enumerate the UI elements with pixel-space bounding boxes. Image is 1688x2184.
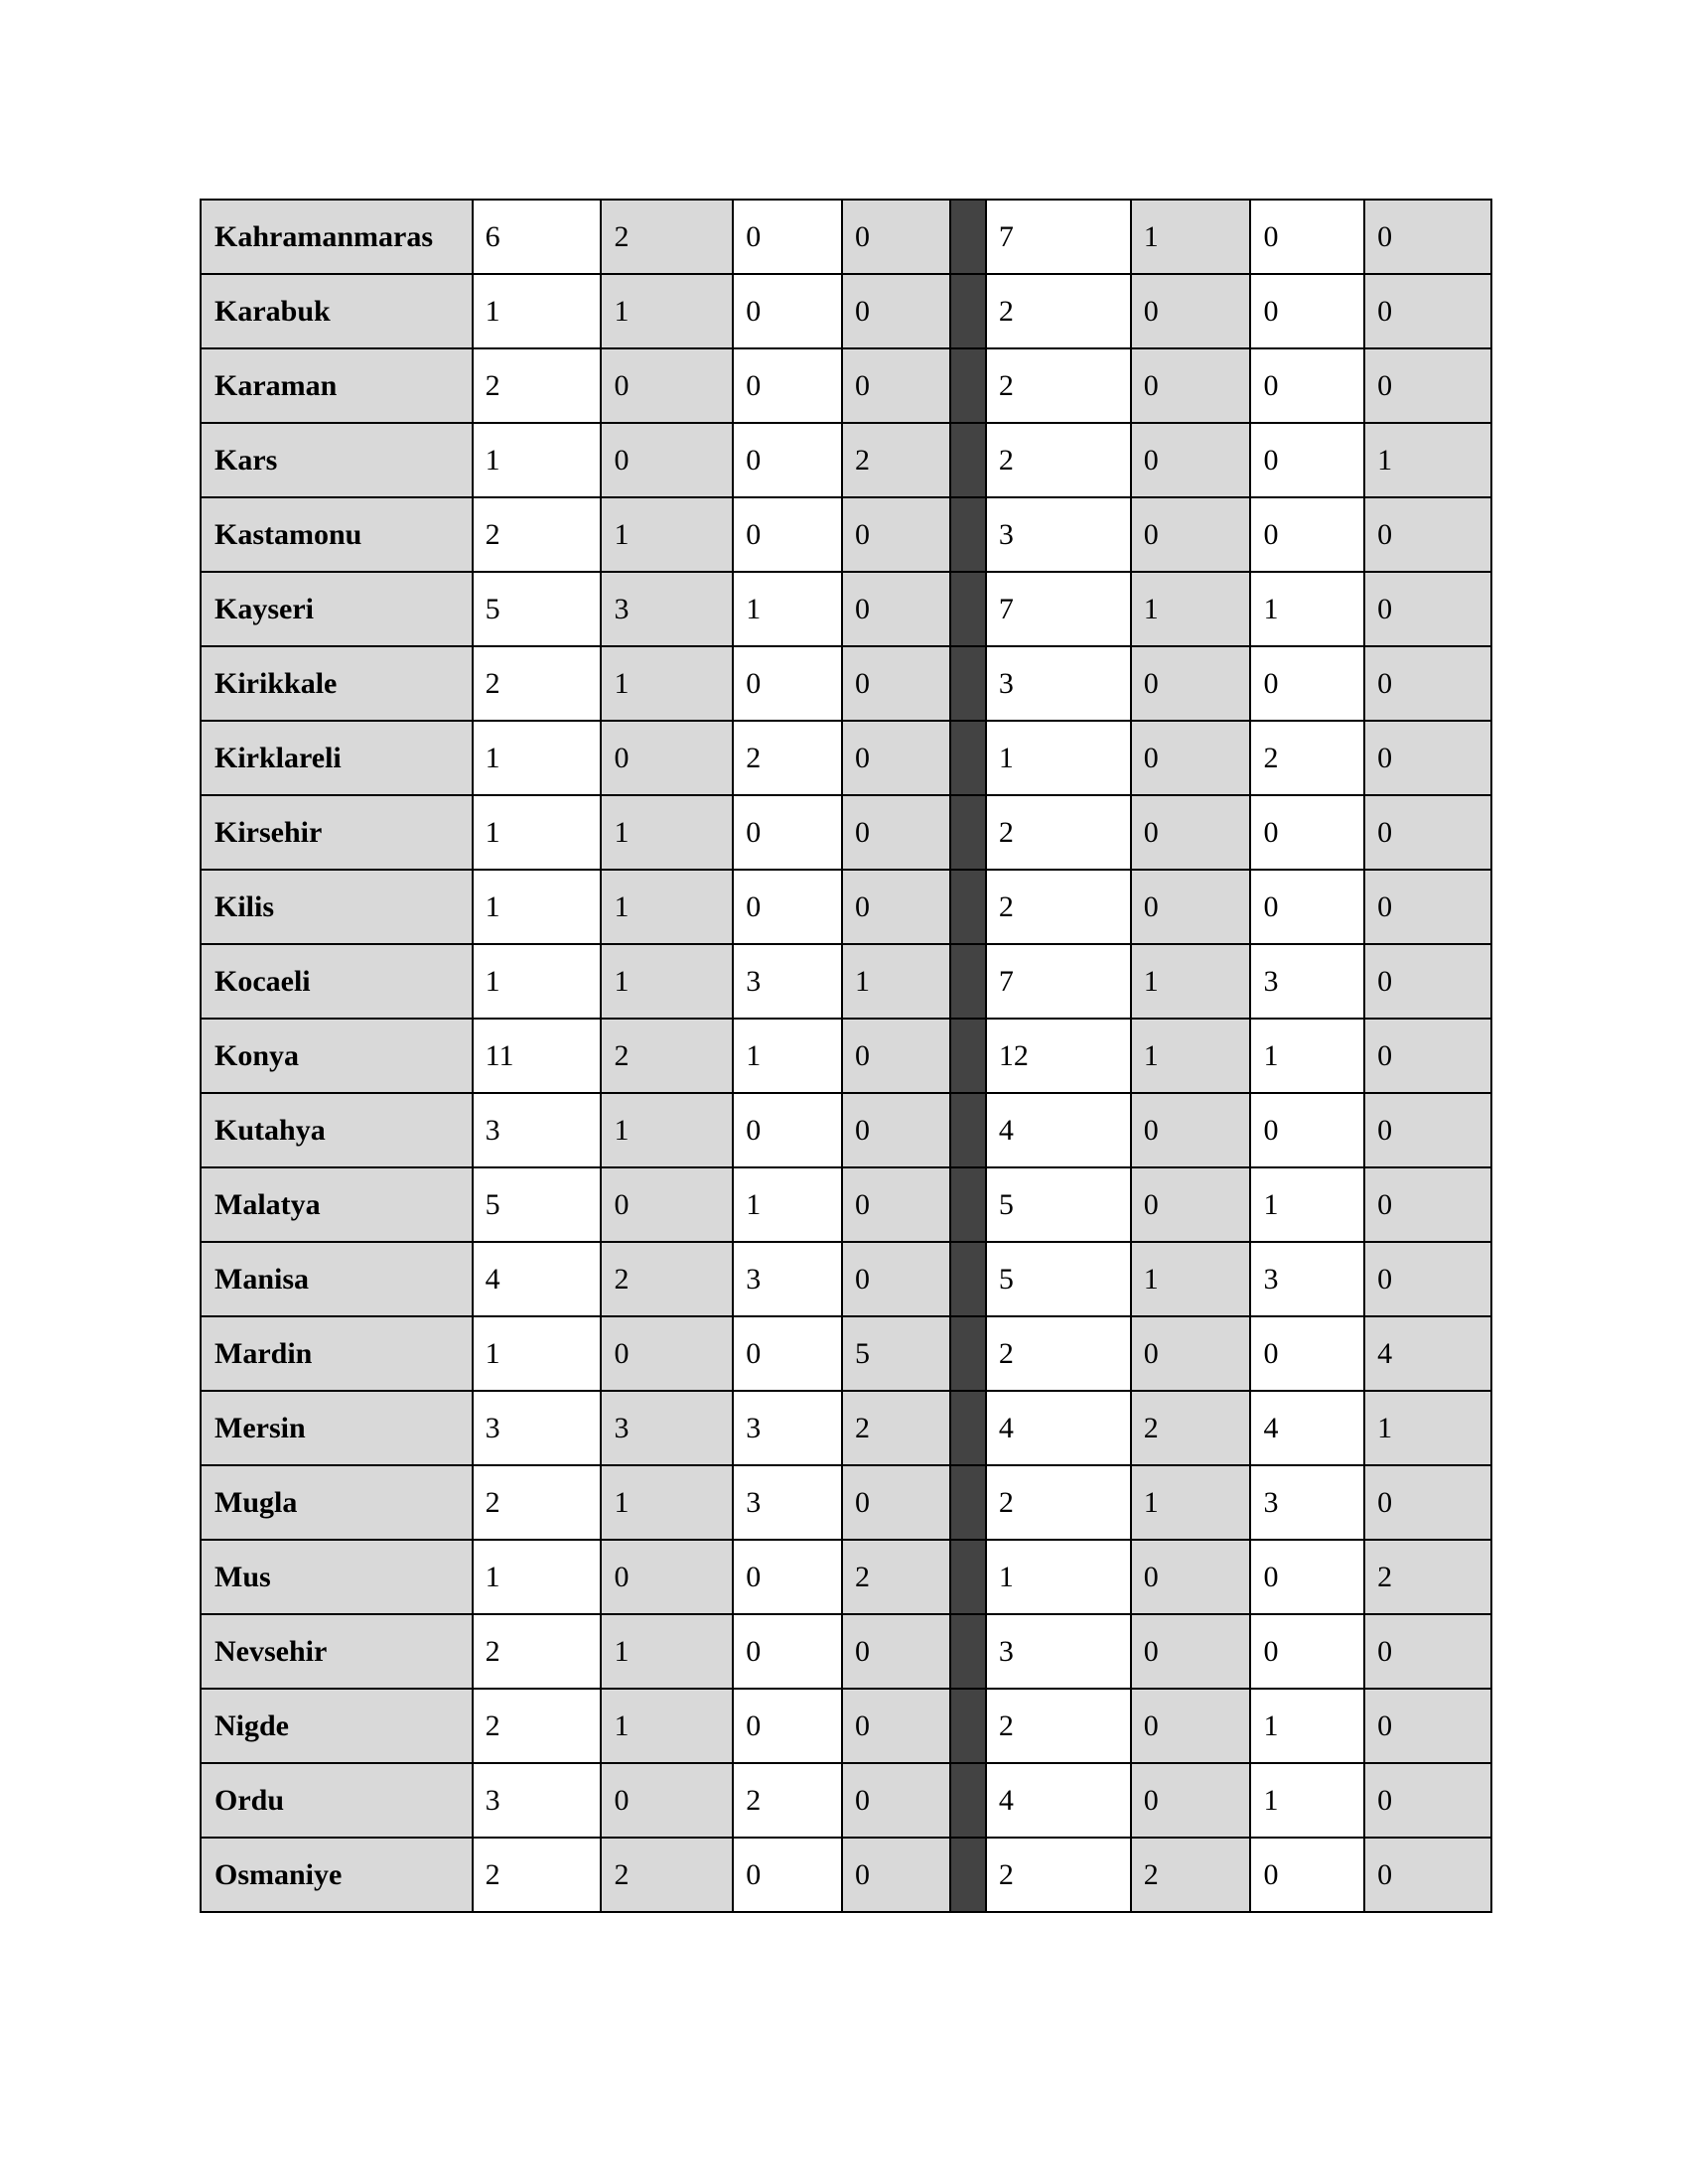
left-value-cell-4: 0 (842, 348, 950, 423)
column-separator (950, 1838, 986, 1912)
left-value-cell-1: 1 (473, 795, 602, 870)
right-value-cell-2: 0 (1131, 646, 1251, 721)
left-value-cell-3: 0 (733, 274, 842, 348)
province-name-cell: Kirklareli (201, 721, 473, 795)
right-value-cell-1: 7 (986, 572, 1131, 646)
column-separator (950, 1689, 986, 1763)
column-separator (950, 1242, 986, 1316)
column-separator (950, 795, 986, 870)
right-value-cell-3: 3 (1250, 1465, 1364, 1540)
right-value-cell-3: 0 (1250, 497, 1364, 572)
column-separator (950, 497, 986, 572)
column-separator (950, 870, 986, 944)
left-value-cell-2: 1 (601, 795, 733, 870)
table-row (201, 1838, 1491, 1912)
left-value-cell-3: 3 (733, 1242, 842, 1316)
left-value-cell-2: 0 (601, 1540, 733, 1614)
left-value-cell-2: 1 (601, 1093, 733, 1167)
left-value-cell-1: 1 (473, 721, 602, 795)
column-separator (950, 1019, 986, 1093)
left-value-cell-1: 5 (473, 1167, 602, 1242)
right-value-cell-3: 0 (1250, 1614, 1364, 1689)
right-value-cell-2: 0 (1131, 1763, 1251, 1838)
right-value-cell-2: 0 (1131, 870, 1251, 944)
column-separator (950, 1540, 986, 1614)
right-value-cell-1: 2 (986, 274, 1131, 348)
column-separator (950, 1614, 986, 1689)
right-value-cell-4: 2 (1364, 1540, 1491, 1614)
right-value-cell-3: 1 (1250, 572, 1364, 646)
left-value-cell-2: 2 (601, 1242, 733, 1316)
left-value-cell-4: 0 (842, 572, 950, 646)
right-value-cell-1: 1 (986, 1540, 1131, 1614)
left-value-cell-4: 2 (842, 1540, 950, 1614)
right-value-cell-1: 7 (986, 944, 1131, 1019)
right-value-cell-1: 4 (986, 1763, 1131, 1838)
left-value-cell-3: 0 (733, 1838, 842, 1912)
left-value-cell-1: 6 (473, 200, 602, 274)
right-value-cell-2: 0 (1131, 1316, 1251, 1391)
left-value-cell-3: 0 (733, 1540, 842, 1614)
left-value-cell-3: 2 (733, 721, 842, 795)
left-value-cell-2: 1 (601, 1689, 733, 1763)
left-value-cell-3: 3 (733, 1465, 842, 1540)
left-value-cell-1: 5 (473, 572, 602, 646)
right-value-cell-3: 3 (1250, 1242, 1364, 1316)
right-value-cell-2: 0 (1131, 274, 1251, 348)
right-value-cell-2: 1 (1131, 1242, 1251, 1316)
left-value-cell-1: 2 (473, 1838, 602, 1912)
province-name-cell: Mus (201, 1540, 473, 1614)
left-value-cell-4: 0 (842, 1614, 950, 1689)
table-row (201, 1316, 1491, 1391)
right-value-cell-2: 1 (1131, 1019, 1251, 1093)
left-value-cell-3: 0 (733, 1689, 842, 1763)
right-value-cell-3: 0 (1250, 646, 1364, 721)
left-value-cell-4: 0 (842, 870, 950, 944)
right-value-cell-3: 3 (1250, 944, 1364, 1019)
left-value-cell-4: 0 (842, 1763, 950, 1838)
left-value-cell-3: 0 (733, 1614, 842, 1689)
column-separator (950, 646, 986, 721)
right-value-cell-1: 2 (986, 795, 1131, 870)
table-row (201, 1093, 1491, 1167)
column-separator (950, 721, 986, 795)
right-value-cell-1: 3 (986, 646, 1131, 721)
column-separator (950, 274, 986, 348)
left-value-cell-1: 1 (473, 423, 602, 497)
column-separator (950, 572, 986, 646)
right-value-cell-1: 3 (986, 1614, 1131, 1689)
left-value-cell-1: 2 (473, 1614, 602, 1689)
left-value-cell-1: 11 (473, 1019, 602, 1093)
left-value-cell-4: 0 (842, 1242, 950, 1316)
table-row (201, 274, 1491, 348)
left-value-cell-1: 2 (473, 1689, 602, 1763)
table-body (201, 200, 1491, 1912)
table-row (201, 646, 1491, 721)
right-value-cell-2: 2 (1131, 1838, 1251, 1912)
right-value-cell-1: 5 (986, 1242, 1131, 1316)
province-name-cell: Nevsehir (201, 1614, 473, 1689)
province-name-cell: Kilis (201, 870, 473, 944)
right-value-cell-1: 2 (986, 348, 1131, 423)
right-value-cell-2: 0 (1131, 348, 1251, 423)
right-value-cell-4: 0 (1364, 1242, 1491, 1316)
left-value-cell-4: 2 (842, 1391, 950, 1465)
column-separator (950, 1316, 986, 1391)
left-value-cell-2: 2 (601, 1838, 733, 1912)
right-value-cell-2: 0 (1131, 1093, 1251, 1167)
left-value-cell-2: 1 (601, 1614, 733, 1689)
left-value-cell-4: 2 (842, 423, 950, 497)
right-value-cell-4: 0 (1364, 870, 1491, 944)
right-value-cell-4: 0 (1364, 646, 1491, 721)
right-value-cell-3: 0 (1250, 274, 1364, 348)
left-value-cell-3: 0 (733, 497, 842, 572)
column-separator (950, 348, 986, 423)
right-value-cell-3: 1 (1250, 1689, 1364, 1763)
left-value-cell-2: 0 (601, 1167, 733, 1242)
right-value-cell-3: 0 (1250, 423, 1364, 497)
right-value-cell-1: 4 (986, 1093, 1131, 1167)
left-value-cell-2: 1 (601, 870, 733, 944)
left-value-cell-2: 1 (601, 497, 733, 572)
right-value-cell-2: 0 (1131, 721, 1251, 795)
province-name-cell: Kutahya (201, 1093, 473, 1167)
table-row (201, 795, 1491, 870)
left-value-cell-3: 3 (733, 1391, 842, 1465)
left-value-cell-3: 0 (733, 870, 842, 944)
right-value-cell-3: 0 (1250, 1093, 1364, 1167)
right-value-cell-2: 0 (1131, 1689, 1251, 1763)
right-value-cell-4: 0 (1364, 944, 1491, 1019)
left-value-cell-4: 0 (842, 200, 950, 274)
right-value-cell-2: 1 (1131, 572, 1251, 646)
left-value-cell-3: 2 (733, 1763, 842, 1838)
left-value-cell-3: 3 (733, 944, 842, 1019)
province-name-cell: Mersin (201, 1391, 473, 1465)
right-value-cell-4: 0 (1364, 1614, 1491, 1689)
left-value-cell-2: 0 (601, 423, 733, 497)
right-value-cell-1: 2 (986, 1838, 1131, 1912)
column-separator (950, 944, 986, 1019)
table-row (201, 944, 1491, 1019)
right-value-cell-1: 4 (986, 1391, 1131, 1465)
left-value-cell-1: 1 (473, 1540, 602, 1614)
table-row (201, 1614, 1491, 1689)
right-value-cell-4: 0 (1364, 1019, 1491, 1093)
left-value-cell-2: 3 (601, 572, 733, 646)
right-value-cell-2: 1 (1131, 944, 1251, 1019)
left-value-cell-3: 0 (733, 200, 842, 274)
right-value-cell-3: 4 (1250, 1391, 1364, 1465)
left-value-cell-2: 2 (601, 1019, 733, 1093)
right-value-cell-1: 5 (986, 1167, 1131, 1242)
left-value-cell-3: 0 (733, 1316, 842, 1391)
right-value-cell-3: 1 (1250, 1019, 1364, 1093)
right-value-cell-2: 0 (1131, 1614, 1251, 1689)
left-value-cell-4: 0 (842, 646, 950, 721)
column-separator (950, 200, 986, 274)
right-value-cell-4: 0 (1364, 274, 1491, 348)
right-value-cell-1: 2 (986, 423, 1131, 497)
right-value-cell-2: 0 (1131, 497, 1251, 572)
left-value-cell-2: 0 (601, 1316, 733, 1391)
left-value-cell-2: 1 (601, 944, 733, 1019)
right-value-cell-1: 2 (986, 1316, 1131, 1391)
left-value-cell-3: 1 (733, 1167, 842, 1242)
left-value-cell-4: 0 (842, 1167, 950, 1242)
right-value-cell-1: 12 (986, 1019, 1131, 1093)
column-separator (950, 1391, 986, 1465)
left-value-cell-4: 5 (842, 1316, 950, 1391)
left-value-cell-4: 0 (842, 1689, 950, 1763)
province-name-cell: Kocaeli (201, 944, 473, 1019)
left-value-cell-4: 0 (842, 1093, 950, 1167)
table-row (201, 870, 1491, 944)
table-row (201, 1689, 1491, 1763)
left-value-cell-3: 0 (733, 348, 842, 423)
province-name-cell: Mardin (201, 1316, 473, 1391)
table-row (201, 1019, 1491, 1093)
left-value-cell-3: 0 (733, 795, 842, 870)
right-value-cell-4: 0 (1364, 1167, 1491, 1242)
right-value-cell-1: 7 (986, 200, 1131, 274)
right-value-cell-1: 2 (986, 1689, 1131, 1763)
column-separator (950, 1465, 986, 1540)
province-name-cell: Kastamonu (201, 497, 473, 572)
table-row (201, 497, 1491, 572)
right-value-cell-4: 0 (1364, 1465, 1491, 1540)
left-value-cell-3: 1 (733, 572, 842, 646)
province-name-cell: Malatya (201, 1167, 473, 1242)
right-value-cell-3: 1 (1250, 1167, 1364, 1242)
right-value-cell-4: 4 (1364, 1316, 1491, 1391)
left-value-cell-3: 0 (733, 423, 842, 497)
left-value-cell-4: 0 (842, 795, 950, 870)
left-value-cell-4: 0 (842, 1465, 950, 1540)
province-name-cell: Kirikkale (201, 646, 473, 721)
right-value-cell-3: 2 (1250, 721, 1364, 795)
left-value-cell-3: 0 (733, 646, 842, 721)
right-value-cell-4: 0 (1364, 1838, 1491, 1912)
column-separator (950, 423, 986, 497)
table-row (201, 200, 1491, 274)
table-row (201, 1242, 1491, 1316)
right-value-cell-3: 0 (1250, 200, 1364, 274)
right-value-cell-2: 2 (1131, 1391, 1251, 1465)
province-name-cell: Nigde (201, 1689, 473, 1763)
province-name-cell: Kirsehir (201, 795, 473, 870)
table-row (201, 721, 1491, 795)
table-row (201, 1167, 1491, 1242)
right-value-cell-2: 1 (1131, 200, 1251, 274)
right-value-cell-2: 0 (1131, 1167, 1251, 1242)
province-name-cell: Karaman (201, 348, 473, 423)
left-value-cell-1: 2 (473, 348, 602, 423)
column-separator (950, 1167, 986, 1242)
right-value-cell-2: 1 (1131, 1465, 1251, 1540)
right-value-cell-4: 0 (1364, 348, 1491, 423)
right-value-cell-1: 2 (986, 870, 1131, 944)
province-name-cell: Manisa (201, 1242, 473, 1316)
left-value-cell-4: 0 (842, 497, 950, 572)
right-value-cell-4: 0 (1364, 721, 1491, 795)
left-value-cell-2: 1 (601, 646, 733, 721)
left-value-cell-2: 1 (601, 1465, 733, 1540)
left-value-cell-2: 0 (601, 348, 733, 423)
left-value-cell-1: 2 (473, 1465, 602, 1540)
left-value-cell-1: 3 (473, 1093, 602, 1167)
right-value-cell-4: 0 (1364, 572, 1491, 646)
right-value-cell-4: 0 (1364, 200, 1491, 274)
province-name-cell: Ordu (201, 1763, 473, 1838)
left-value-cell-3: 0 (733, 1093, 842, 1167)
left-value-cell-1: 2 (473, 497, 602, 572)
province-name-cell: Mugla (201, 1465, 473, 1540)
right-value-cell-4: 0 (1364, 1093, 1491, 1167)
left-value-cell-1: 3 (473, 1763, 602, 1838)
right-value-cell-2: 0 (1131, 423, 1251, 497)
table-row (201, 348, 1491, 423)
province-name-cell: Kars (201, 423, 473, 497)
left-value-cell-2: 3 (601, 1391, 733, 1465)
table-row (201, 1391, 1491, 1465)
results-table (200, 199, 1492, 1913)
right-value-cell-3: 0 (1250, 1316, 1364, 1391)
left-value-cell-4: 0 (842, 274, 950, 348)
column-separator (950, 1093, 986, 1167)
left-value-cell-1: 1 (473, 1316, 602, 1391)
right-value-cell-1: 1 (986, 721, 1131, 795)
province-name-cell: Kahramanmaras (201, 200, 473, 274)
province-name-cell: Konya (201, 1019, 473, 1093)
province-name-cell: Kayseri (201, 572, 473, 646)
left-value-cell-2: 1 (601, 274, 733, 348)
left-value-cell-1: 4 (473, 1242, 602, 1316)
left-value-cell-4: 1 (842, 944, 950, 1019)
right-value-cell-4: 0 (1364, 1763, 1491, 1838)
right-value-cell-3: 0 (1250, 1838, 1364, 1912)
right-value-cell-1: 3 (986, 497, 1131, 572)
table-row (201, 572, 1491, 646)
left-value-cell-1: 1 (473, 274, 602, 348)
right-value-cell-4: 1 (1364, 1391, 1491, 1465)
left-value-cell-1: 1 (473, 870, 602, 944)
left-value-cell-4: 0 (842, 1019, 950, 1093)
left-value-cell-3: 1 (733, 1019, 842, 1093)
left-value-cell-1: 2 (473, 646, 602, 721)
left-value-cell-2: 0 (601, 721, 733, 795)
table-row (201, 1540, 1491, 1614)
table-row (201, 423, 1491, 497)
left-value-cell-2: 2 (601, 200, 733, 274)
right-value-cell-3: 1 (1250, 1763, 1364, 1838)
table-row (201, 1465, 1491, 1540)
province-name-cell: Osmaniye (201, 1838, 473, 1912)
left-value-cell-4: 0 (842, 1838, 950, 1912)
right-value-cell-4: 0 (1364, 497, 1491, 572)
right-value-cell-2: 0 (1131, 1540, 1251, 1614)
left-value-cell-1: 3 (473, 1391, 602, 1465)
right-value-cell-3: 0 (1250, 348, 1364, 423)
table-row (201, 1763, 1491, 1838)
left-value-cell-2: 0 (601, 1763, 733, 1838)
right-value-cell-4: 1 (1364, 423, 1491, 497)
right-value-cell-4: 0 (1364, 795, 1491, 870)
province-name-cell: Karabuk (201, 274, 473, 348)
right-value-cell-3: 0 (1250, 870, 1364, 944)
right-value-cell-3: 0 (1250, 1540, 1364, 1614)
right-value-cell-1: 2 (986, 1465, 1131, 1540)
column-separator (950, 1763, 986, 1838)
right-value-cell-3: 0 (1250, 795, 1364, 870)
right-value-cell-4: 0 (1364, 1689, 1491, 1763)
left-value-cell-4: 0 (842, 721, 950, 795)
left-value-cell-1: 1 (473, 944, 602, 1019)
right-value-cell-2: 0 (1131, 795, 1251, 870)
